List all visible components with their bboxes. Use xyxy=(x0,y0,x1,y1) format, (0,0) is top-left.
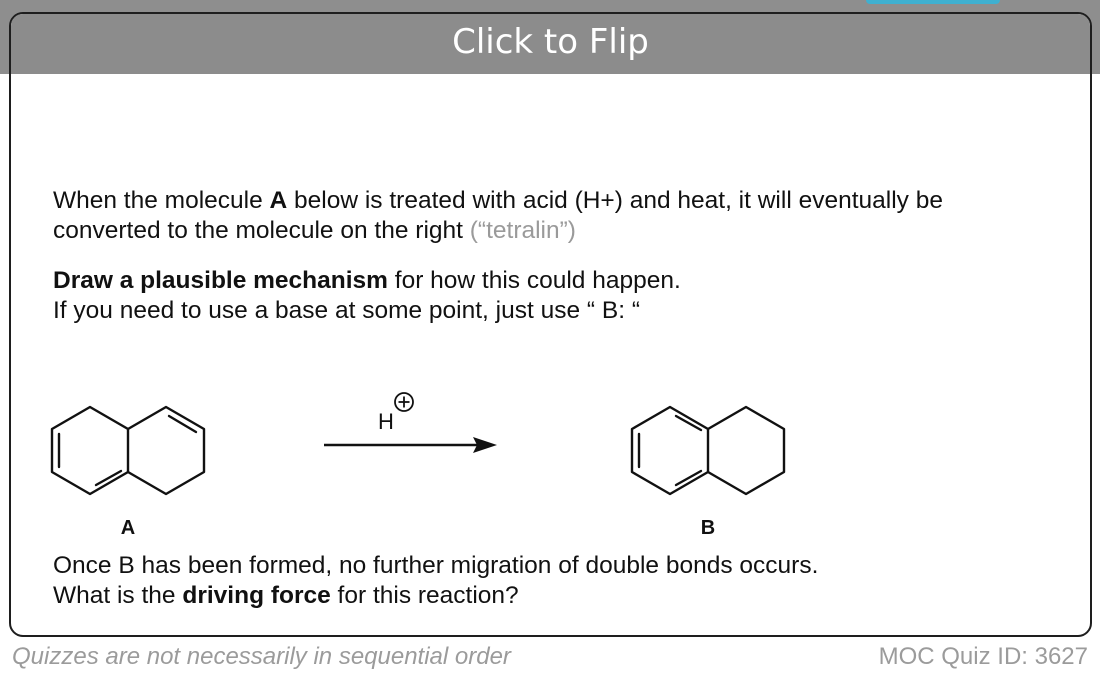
reaction-scheme xyxy=(11,374,1090,544)
accent-tab xyxy=(866,0,1000,4)
flip-button[interactable] xyxy=(11,14,1090,74)
question-intro xyxy=(53,186,1053,246)
question-task xyxy=(53,266,1053,296)
reagent-H: H xyxy=(378,409,394,434)
label-A: A xyxy=(120,517,136,539)
followup-pre: What is the xyxy=(53,582,183,609)
question-text xyxy=(53,186,1053,326)
intro-text-1: When the molecule xyxy=(53,187,270,214)
flip-label: Click to Flip xyxy=(452,22,649,62)
molecule-A-structure xyxy=(52,407,204,494)
task-bold: Draw a plausible mechanism xyxy=(53,267,388,294)
followup-post: for this reaction? xyxy=(330,582,519,609)
label-B: B xyxy=(700,517,716,539)
positive-charge-icon xyxy=(395,393,413,411)
intro-bold-A: A xyxy=(269,187,288,214)
flashcard[interactable] xyxy=(9,12,1092,637)
followup-text xyxy=(53,551,1053,611)
followup-line-2 xyxy=(53,581,1053,611)
tetralin-note: (“tetralin”) xyxy=(469,217,576,244)
reaction-arrow xyxy=(324,437,497,453)
base-note: If you need to use a base at some point, just use “ B: “ xyxy=(53,297,640,324)
intro-text-2: below is treated with acid (H+) and heat, it will eventually be converted to the molecule on the right xyxy=(53,187,943,244)
sequence-note: Quizzes are not necessarily in sequential order xyxy=(12,643,511,670)
driving-force-bold: driving force xyxy=(182,582,331,609)
task-rest: for how this could happen. xyxy=(387,267,681,294)
molecule-B-structure xyxy=(632,407,784,494)
followup-line-1: Once B has been formed, no further migration of double bonds occurs. xyxy=(53,552,819,579)
quiz-id: MOC Quiz ID: 3627 xyxy=(878,643,1088,670)
